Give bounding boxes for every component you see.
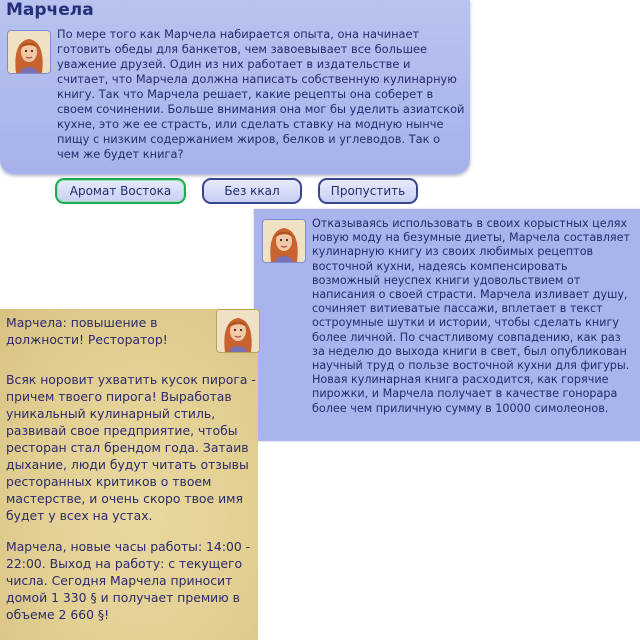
event-description: По мере того как Марчела набирается опыта, она начинает готовить обеды для банкетов, чем завоевывает все большее уважение друзей. Один из них работает в издательстве и считает, что Марчела должна написать собственную кулинарную книгу. Так что Марчела решает, какие рецепты она соберет в своем сочинении. Больше внимания она мог бы уделить азиатской кухне, это же ее страсть, или сделать ставку на модную нынче пищу с низким содержанием жиров, белков и углеводов. Так о чем же будет книга?: [57, 27, 465, 161]
outcome-dialog: [254, 209, 640, 441]
promotion-heading: Марчела: повышение в должности! Ресторатор!: [6, 315, 168, 347]
outcome-description: Отказываясь использовать в своих корыстных целях новую моду на безумные диеты, Марчела составляет кулинарную книгу из своих любимых рецептов восточной кухни, надеясь компенсировать возможный неуспех книги удовольствием от написания о своей страсти. Марчела изливает душу, сочиняет витиеватые пассажи, вплетает в текст остроумные шутки и истории, чтобы сделать книгу более личной. По счастливому совпадению, как раз за неделю до выхода книги в свет, был опубликован научный труд о пользе восточной кухни для фигуры. Новая кулинарная книга расходится, как горячие пирожки, и Марчела получает в качестве гонорара более чем приличную сумму в 10000 симолеонов.: [312, 217, 631, 415]
choice-east-aroma-button[interactable]: Аромат Востока: [55, 178, 186, 204]
sim-portrait-icon: [216, 309, 260, 353]
promotion-description: Всяк норовит ухватить кусок пирога - причем твоего пирога! Выработав уникальный кулинарный стиль, развивай свое предприятие, чтобы ресторан стал брендом года. Затаив дыхание, люди будут читать отзывы ресторанных критиков о твоем мастерстве, и очень скоро твое имя будет у всех на устах.: [6, 372, 256, 523]
choice-no-kcal-button[interactable]: Без ккал: [202, 178, 302, 204]
sim-portrait-icon: [7, 30, 51, 74]
dialog-title: Марчела: [6, 0, 94, 20]
work-hours-info: Марчела, новые часы работы: 14:00 - 22:00. Выход на работу: с текущего числа. Сегодня Марчела приносит домой 1 330 § и получает премию в объеме 2 660 §!: [6, 539, 251, 622]
event-dialog: [0, 0, 470, 174]
skip-button[interactable]: Пропустить: [318, 178, 418, 204]
sim-portrait-icon: [262, 219, 306, 263]
choice-buttons: [0, 174, 470, 208]
